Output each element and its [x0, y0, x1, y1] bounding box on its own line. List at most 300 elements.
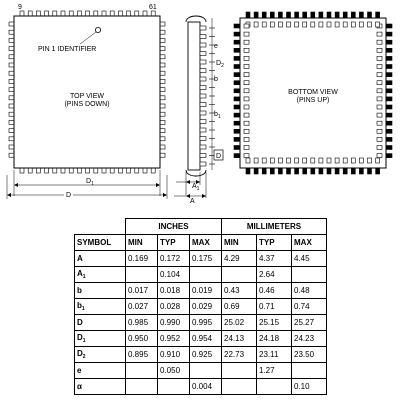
row-symbol — [75, 331, 126, 347]
bottom-view-pad — [386, 65, 392, 69]
top-view-pin — [160, 96, 165, 100]
bottom-view-pad — [295, 158, 299, 163]
bottom-view-pad — [343, 168, 347, 174]
bottom-view-pad — [376, 12, 380, 18]
bottom-view-pad — [386, 137, 392, 141]
top-view-pin — [160, 137, 165, 141]
cell-mm-typ: 1.27 — [257, 363, 292, 379]
cell-in-typ: 0.050 — [158, 363, 190, 379]
bottom-view-subtitle: (PINS UP) — [296, 97, 330, 104]
bottom-view-pad — [254, 158, 258, 163]
bottom-view-pad — [386, 40, 392, 44]
bottom-view-pad — [343, 12, 347, 18]
bottom-view-pad — [244, 97, 249, 101]
top-view-pin — [20, 11, 24, 16]
bottom-view-pad — [386, 121, 392, 125]
bottom-view-pad — [278, 168, 282, 174]
top-view-pin — [110, 11, 114, 16]
pin1-identifier-mark — [95, 27, 100, 32]
top-view-pin — [127, 168, 131, 173]
bottom-view-pad — [327, 168, 331, 174]
bottom-view-pad — [377, 146, 382, 150]
table-row — [75, 283, 327, 299]
bottom-view-pad — [270, 168, 274, 174]
bottom-view-pad — [246, 158, 250, 163]
top-view-pin — [53, 11, 57, 16]
bottom-view-pad — [311, 12, 315, 18]
symbol-text: b — [77, 301, 82, 310]
cell-mm-max: 0.74 — [292, 299, 327, 315]
cell-mm-min: 0.69 — [222, 299, 257, 315]
cell-in-typ: 0.104 — [158, 267, 190, 283]
bottom-view-pad — [368, 158, 372, 163]
top-view-pin — [135, 168, 139, 173]
top-view-pin — [9, 153, 14, 157]
bottom-view-pad — [377, 113, 382, 117]
cell-in-typ: 0.172 — [158, 251, 190, 267]
bottom-view-pad — [234, 154, 240, 158]
bottom-view-pad — [234, 40, 240, 44]
bottom-view-pad — [351, 12, 355, 18]
bottom-view-pad — [335, 168, 339, 174]
bottom-view-pad — [377, 32, 382, 36]
header-millimeters: MILLIMETERS — [222, 219, 327, 235]
side-view-lead — [200, 120, 206, 124]
top-view-pin — [61, 168, 65, 173]
top-view-pin — [69, 11, 73, 16]
cell-mm-max: 24.23 — [292, 331, 327, 347]
table-row — [75, 363, 327, 379]
dim-a-label: A — [190, 198, 195, 205]
symbol-subscript: 1 — [81, 306, 85, 312]
cell-mm-typ: 0.71 — [257, 299, 292, 315]
bottom-view-pad — [377, 48, 382, 52]
bottom-view-pad — [377, 89, 382, 93]
bottom-view-pad — [386, 146, 392, 150]
table-row — [75, 347, 327, 363]
bottom-view-pad — [244, 48, 249, 52]
side-view-lead — [200, 137, 206, 141]
dimension-table — [74, 218, 327, 395]
bottom-view-pad — [386, 81, 392, 85]
top-view-pin — [9, 104, 14, 108]
bottom-view-pad — [234, 129, 240, 133]
dim-d-label: D — [66, 192, 72, 199]
top-view-pin — [110, 168, 114, 173]
table-row — [75, 299, 327, 315]
cell-mm-min — [222, 379, 257, 395]
row-symbol — [75, 251, 126, 267]
top-view-pin — [9, 22, 14, 26]
dim-e-label: e — [214, 43, 218, 50]
bottom-view-pad — [386, 73, 392, 77]
bottom-view-pad — [262, 12, 266, 18]
bottom-view-pad — [287, 22, 291, 27]
header-blank — [75, 219, 126, 235]
bottom-view-pad — [244, 89, 249, 93]
top-view-pin — [118, 168, 122, 173]
cell-in-max: 0.995 — [190, 315, 222, 331]
bottom-view-pad — [376, 22, 380, 27]
bottom-view-pad — [377, 121, 382, 125]
top-view-pin — [151, 11, 155, 16]
top-view-pin — [135, 11, 139, 16]
side-view-lead — [200, 94, 206, 98]
bottom-view-pad — [234, 32, 240, 36]
bottom-view-pad — [244, 154, 249, 158]
dim-d-box-label: D — [216, 153, 222, 160]
symbol-text: D — [77, 318, 83, 327]
bottom-view-pad — [234, 89, 240, 93]
cell-in-max: 0.954 — [190, 331, 222, 347]
bottom-view-pad — [386, 89, 392, 93]
bottom-view-pad — [234, 24, 240, 28]
top-view-pin — [102, 168, 106, 173]
top-view-pin — [143, 168, 147, 173]
cell-in-typ: 0.028 — [158, 299, 190, 315]
bottom-view-pad — [386, 129, 392, 133]
bottom-view-pad — [327, 22, 331, 27]
row-symbol — [75, 283, 126, 299]
cell-mm-typ: 2.64 — [257, 267, 292, 283]
cell-in-typ: 0.910 — [158, 347, 190, 363]
bottom-view-pad — [278, 22, 282, 27]
bottom-view-pad — [327, 158, 331, 163]
bottom-view-pad — [386, 48, 392, 52]
col-in-typ: TYP — [158, 235, 190, 251]
symbol-text: A — [77, 254, 83, 263]
symbol-subscript: 2 — [82, 354, 86, 360]
cell-mm-typ: 23.11 — [257, 347, 292, 363]
top-view-pin — [53, 168, 57, 173]
bottom-view-pad — [234, 81, 240, 85]
top-view-pin — [9, 55, 14, 59]
bottom-view-pad — [311, 22, 315, 27]
bottom-view-pad — [244, 73, 249, 77]
cell-in-min: 0.950 — [126, 331, 158, 347]
bottom-view-pad — [377, 56, 382, 60]
side-view-lead — [200, 77, 206, 81]
bottom-view-pad — [234, 73, 240, 77]
side-view-leads — [200, 26, 206, 166]
cell-in-max — [190, 267, 222, 283]
cell-mm-min: 24.13 — [222, 331, 257, 347]
bottom-view-pad — [335, 12, 339, 18]
bottom-view-pad — [327, 12, 331, 18]
top-view-pin — [160, 120, 165, 124]
side-view-lead — [200, 103, 206, 107]
cell-in-min: 0.027 — [126, 299, 158, 315]
bottom-view-pad — [234, 137, 240, 141]
top-view-pin — [45, 168, 49, 173]
symbol-text: α — [77, 382, 82, 391]
side-view-lead — [200, 128, 206, 132]
top-view-pin — [9, 112, 14, 116]
cell-in-max: 0.175 — [190, 251, 222, 267]
cell-in-typ: 0.952 — [158, 331, 190, 347]
bottom-view-pad — [278, 12, 282, 18]
table-row — [75, 251, 327, 267]
bottom-view-pad — [244, 40, 249, 44]
bottom-view-pad — [368, 22, 372, 27]
symbol-text: A — [77, 269, 83, 278]
side-view-lead — [200, 86, 206, 90]
symbol-subscript: 1 — [82, 338, 86, 344]
top-view-pin — [160, 55, 165, 59]
top-view-pin — [94, 168, 98, 173]
bottom-view-pad — [386, 105, 392, 109]
top-view-pin — [9, 120, 14, 124]
top-view-pin — [20, 168, 24, 173]
bottom-view-pad — [303, 158, 307, 163]
top-view-pin — [160, 79, 165, 83]
dim-a1-label: $A_1$ — [192, 183, 200, 192]
col-in-max: MAX — [190, 235, 222, 251]
cell-in-min: 0.895 — [126, 347, 158, 363]
bottom-view — [234, 12, 392, 174]
bottom-view-pad — [359, 12, 363, 18]
side-view-body — [188, 22, 200, 170]
bottom-view-pad — [295, 22, 299, 27]
row-symbol — [75, 363, 126, 379]
bottom-view-pad — [343, 158, 347, 163]
col-mm-typ: TYP — [257, 235, 292, 251]
cell-mm-max: 23.50 — [292, 347, 327, 363]
top-view-subtitle: (PINS DOWN) — [64, 101, 110, 108]
top-view-pin — [160, 88, 165, 92]
top-view-pin — [9, 71, 14, 75]
bottom-view-pad — [303, 168, 307, 174]
top-view-pin — [69, 168, 73, 173]
bottom-view-pad — [386, 24, 392, 28]
cell-in-max — [190, 363, 222, 379]
dim-b-label: b — [214, 76, 218, 83]
top-view-pin — [160, 47, 165, 51]
cell-mm-min: 0.43 — [222, 283, 257, 299]
top-view-pin — [9, 47, 14, 51]
top-view-pin — [127, 11, 131, 16]
bottom-view-pad — [270, 158, 274, 163]
table-row — [75, 331, 327, 347]
table-row — [75, 315, 327, 331]
col-in-min: MIN — [126, 235, 158, 251]
bottom-view-pad — [351, 158, 355, 163]
bottom-view-pad — [351, 168, 355, 174]
bottom-view-pad — [386, 97, 392, 101]
bottom-view-pad — [319, 12, 323, 18]
symbol-subscript: 1 — [82, 274, 86, 280]
bottom-view-pad — [244, 105, 249, 109]
bottom-view-pad — [368, 168, 372, 174]
bottom-view-pad — [246, 168, 250, 174]
table-header-row-2 — [75, 235, 327, 251]
cell-in-max: 0.004 — [190, 379, 222, 395]
bottom-view-pad — [368, 12, 372, 18]
bottom-view-pad — [244, 146, 249, 150]
bottom-view-pad — [377, 97, 382, 101]
bottom-view-pad — [295, 12, 299, 18]
bottom-view-pad — [254, 12, 258, 18]
top-view-pin — [36, 168, 40, 173]
bottom-view-pad — [244, 65, 249, 69]
bottom-view-pad — [311, 168, 315, 174]
side-view — [174, 16, 224, 205]
bottom-view-pad — [319, 158, 323, 163]
row-symbol — [75, 379, 126, 395]
bottom-view-pad — [278, 158, 282, 163]
bottom-view-pad — [244, 32, 249, 36]
top-view-pin — [86, 168, 90, 173]
bottom-view-pad — [311, 158, 315, 163]
dim-b1-label: $b_1$ — [214, 111, 221, 120]
bottom-view-pad — [377, 137, 382, 141]
top-view-pin — [143, 11, 147, 16]
cell-mm-max: 0.10 — [292, 379, 327, 395]
top-view-pin — [9, 30, 14, 34]
cell-mm-typ: 4.37 — [257, 251, 292, 267]
bottom-view-pad — [303, 22, 307, 27]
cell-mm-max: 4.45 — [292, 251, 327, 267]
cell-in-max: 0.029 — [190, 299, 222, 315]
cell-in-min: 0.169 — [126, 251, 158, 267]
bottom-view-pad — [234, 146, 240, 150]
cell-in-max: 0.019 — [190, 283, 222, 299]
bottom-view-pad — [262, 158, 266, 163]
bottom-view-pad — [377, 40, 382, 44]
bottom-view-pad — [351, 22, 355, 27]
bottom-view-pad — [254, 168, 258, 174]
cell-mm-typ: 0.46 — [257, 283, 292, 299]
cell-mm-typ: 24.18 — [257, 331, 292, 347]
bottom-view-pad — [254, 22, 258, 27]
bottom-view-pad — [377, 154, 382, 158]
top-view-title: TOP VIEW — [70, 93, 104, 100]
cell-mm-max: 25.27 — [292, 315, 327, 331]
symbol-text: e — [77, 366, 82, 375]
cell-in-typ — [158, 379, 190, 395]
pin-number-9: 9 — [18, 4, 22, 11]
bottom-view-pad — [234, 48, 240, 52]
bottom-view-pad — [244, 121, 249, 125]
bottom-view-pad — [319, 22, 323, 27]
bottom-view-pad — [386, 154, 392, 158]
top-view-pin — [160, 153, 165, 157]
side-view-lead — [200, 26, 206, 30]
top-view-pin — [9, 145, 14, 149]
side-view-lead — [200, 154, 206, 158]
cell-in-min: 0.985 — [126, 315, 158, 331]
side-view-lead — [200, 52, 206, 56]
bottom-view-pad — [343, 22, 347, 27]
dim-d2-label: $D_2$ — [216, 60, 224, 69]
bottom-view-pad — [234, 113, 240, 117]
cell-mm-typ — [257, 379, 292, 395]
pin1-identifier-label: PIN 1 IDENTIFIER — [38, 46, 97, 53]
bottom-view-pad — [386, 32, 392, 36]
bottom-view-pad — [270, 22, 274, 27]
top-view-pin — [9, 63, 14, 67]
top-view-pin — [45, 11, 49, 16]
cell-in-typ: 0.018 — [158, 283, 190, 299]
cell-mm-max — [292, 363, 327, 379]
bottom-view-pad — [287, 158, 291, 163]
side-view-lead — [200, 69, 206, 73]
top-view-pin — [94, 11, 98, 16]
top-view-pin — [9, 129, 14, 133]
bottom-view-pad — [376, 158, 380, 163]
cell-mm-min: 25.02 — [222, 315, 257, 331]
side-view-lead — [200, 43, 206, 47]
bottom-view-pad — [359, 168, 363, 174]
cell-in-min — [126, 379, 158, 395]
top-view — [7, 4, 167, 199]
top-view-pin — [160, 22, 165, 26]
side-view-lead — [200, 35, 206, 39]
side-view-lead — [200, 162, 206, 166]
top-view-pin — [9, 137, 14, 141]
cell-in-max: 0.925 — [190, 347, 222, 363]
bottom-view-pad — [303, 12, 307, 18]
cell-mm-min — [222, 267, 257, 283]
bottom-view-pad — [270, 12, 274, 18]
col-symbol: SYMBOL — [75, 235, 126, 251]
bottom-view-pad — [386, 113, 392, 117]
symbol-text: D — [77, 333, 83, 342]
bottom-view-pad — [234, 105, 240, 109]
bottom-view-pad — [234, 97, 240, 101]
top-view-pin — [160, 104, 165, 108]
side-view-lead — [200, 111, 206, 115]
bottom-view-pad — [234, 121, 240, 125]
cell-mm-min: 4.29 — [222, 251, 257, 267]
bottom-view-pad — [319, 168, 323, 174]
col-mm-max: MAX — [292, 235, 327, 251]
top-view-pin — [61, 11, 65, 16]
bottom-view-pad — [234, 65, 240, 69]
header-inches: INCHES — [126, 219, 222, 235]
col-mm-min: MIN — [222, 235, 257, 251]
top-view-pin — [151, 168, 155, 173]
bottom-view-pad — [386, 56, 392, 60]
bottom-view-pad — [287, 168, 291, 174]
bottom-view-pad — [335, 158, 339, 163]
bottom-view-pad — [244, 137, 249, 141]
top-view-pin — [160, 112, 165, 116]
cell-mm-max: 0.48 — [292, 283, 327, 299]
row-symbol — [75, 299, 126, 315]
bottom-view-pad — [359, 22, 363, 27]
top-view-pin — [77, 11, 81, 16]
bottom-view-pad — [262, 22, 266, 27]
top-view-pin — [86, 11, 90, 16]
cell-mm-min — [222, 363, 257, 379]
top-view-pin — [160, 71, 165, 75]
row-symbol — [75, 347, 126, 363]
bottom-view-pad — [335, 22, 339, 27]
cell-in-typ: 0.990 — [158, 315, 190, 331]
bottom-view-pad — [376, 168, 380, 174]
bottom-view-pad — [377, 81, 382, 85]
top-view-pin — [9, 38, 14, 42]
bottom-view-pad — [295, 168, 299, 174]
cell-mm-typ: 25.15 — [257, 315, 292, 331]
top-view-pin — [77, 168, 81, 173]
bottom-view-pad — [377, 73, 382, 77]
top-view-pin — [9, 96, 14, 100]
top-view-pin — [9, 79, 14, 83]
top-view-pin — [36, 11, 40, 16]
cell-in-min — [126, 363, 158, 379]
